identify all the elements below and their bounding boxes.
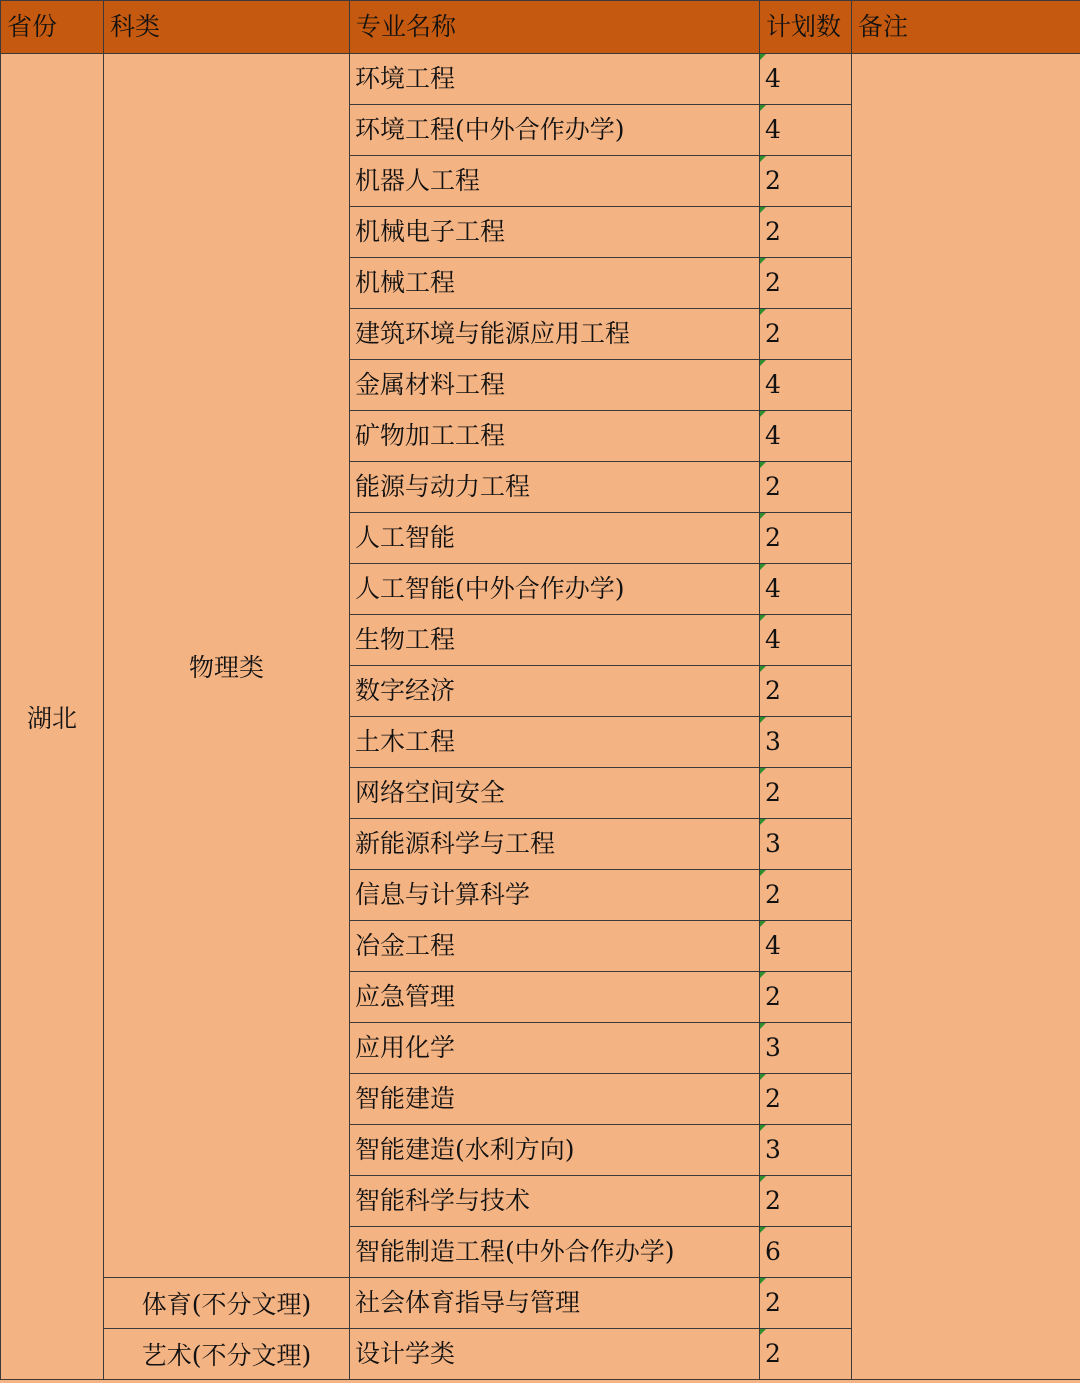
major-cell: 金属材料工程	[350, 360, 760, 411]
plan-count-cell: 4	[760, 615, 852, 666]
major-cell: 数字经济	[350, 666, 760, 717]
table-body	[1, 54, 1080, 1380]
plan-count-cell: 4	[760, 564, 852, 615]
plan-count-cell: 3	[760, 1125, 852, 1176]
plan-count-cell: 2	[760, 156, 852, 207]
table-row	[1, 54, 1080, 105]
major-cell: 土木工程	[350, 717, 760, 768]
plan-count-cell: 2	[760, 666, 852, 717]
major-cell: 冶金工程	[350, 921, 760, 972]
major-cell: 社会体育指导与管理	[350, 1278, 760, 1329]
major-cell: 生物工程	[350, 615, 760, 666]
header-major: 专业名称	[350, 1, 760, 54]
major-cell: 智能制造工程(中外合作办学)	[350, 1227, 760, 1278]
province-cell: 湖北	[1, 54, 104, 1380]
major-cell: 应急管理	[350, 972, 760, 1023]
major-cell: 智能科学与技术	[350, 1176, 760, 1227]
plan-count-cell: 4	[760, 360, 852, 411]
major-cell: 信息与计算科学	[350, 870, 760, 921]
major-cell: 应用化学	[350, 1023, 760, 1074]
plan-count-cell: 3	[760, 717, 852, 768]
major-cell: 矿物加工工程	[350, 411, 760, 462]
major-cell: 网络空间安全	[350, 768, 760, 819]
major-cell: 机器人工程	[350, 156, 760, 207]
plan-count-cell: 2	[760, 768, 852, 819]
header-plan: 计划数	[760, 1, 852, 54]
major-cell: 人工智能	[350, 513, 760, 564]
plan-count-cell: 4	[760, 105, 852, 156]
plan-count-cell: 6	[760, 1227, 852, 1278]
category-cell: 物理类	[104, 54, 350, 1278]
plan-count-cell: 2	[760, 309, 852, 360]
major-cell: 建筑环境与能源应用工程	[350, 309, 760, 360]
note-cell	[852, 54, 1080, 1380]
plan-count-cell: 2	[760, 1074, 852, 1125]
plan-count-cell: 3	[760, 1023, 852, 1074]
major-cell: 新能源科学与工程	[350, 819, 760, 870]
table-header	[1, 1, 1080, 54]
major-cell: 机械工程	[350, 258, 760, 309]
major-cell: 能源与动力工程	[350, 462, 760, 513]
plan-count-cell: 2	[760, 1278, 852, 1329]
header-note: 备注	[852, 1, 1080, 54]
major-cell: 人工智能(中外合作办学)	[350, 564, 760, 615]
plan-count-cell: 2	[760, 258, 852, 309]
major-cell: 环境工程(中外合作办学)	[350, 105, 760, 156]
category-cell: 体育(不分文理)	[104, 1278, 350, 1329]
major-cell: 智能建造(水利方向)	[350, 1125, 760, 1176]
major-cell: 智能建造	[350, 1074, 760, 1125]
major-cell: 设计学类	[350, 1329, 760, 1380]
plan-count-cell: 2	[760, 972, 852, 1023]
plan-count-cell: 2	[760, 207, 852, 258]
plan-count-cell: 3	[760, 819, 852, 870]
plan-count-cell: 2	[760, 462, 852, 513]
plan-count-cell: 2	[760, 513, 852, 564]
plan-count-cell: 4	[760, 921, 852, 972]
major-cell: 机械电子工程	[350, 207, 760, 258]
plan-count-cell: 4	[760, 54, 852, 105]
major-cell: 环境工程	[350, 54, 760, 105]
plan-count-cell: 4	[760, 411, 852, 462]
plan-count-cell: 2	[760, 870, 852, 921]
plan-count-cell: 2	[760, 1176, 852, 1227]
header-row	[1, 1, 1080, 54]
header-province: 省份	[1, 1, 104, 54]
header-category: 科类	[104, 1, 350, 54]
category-cell: 艺术(不分文理)	[104, 1329, 350, 1380]
plan-count-cell: 2	[760, 1329, 852, 1380]
